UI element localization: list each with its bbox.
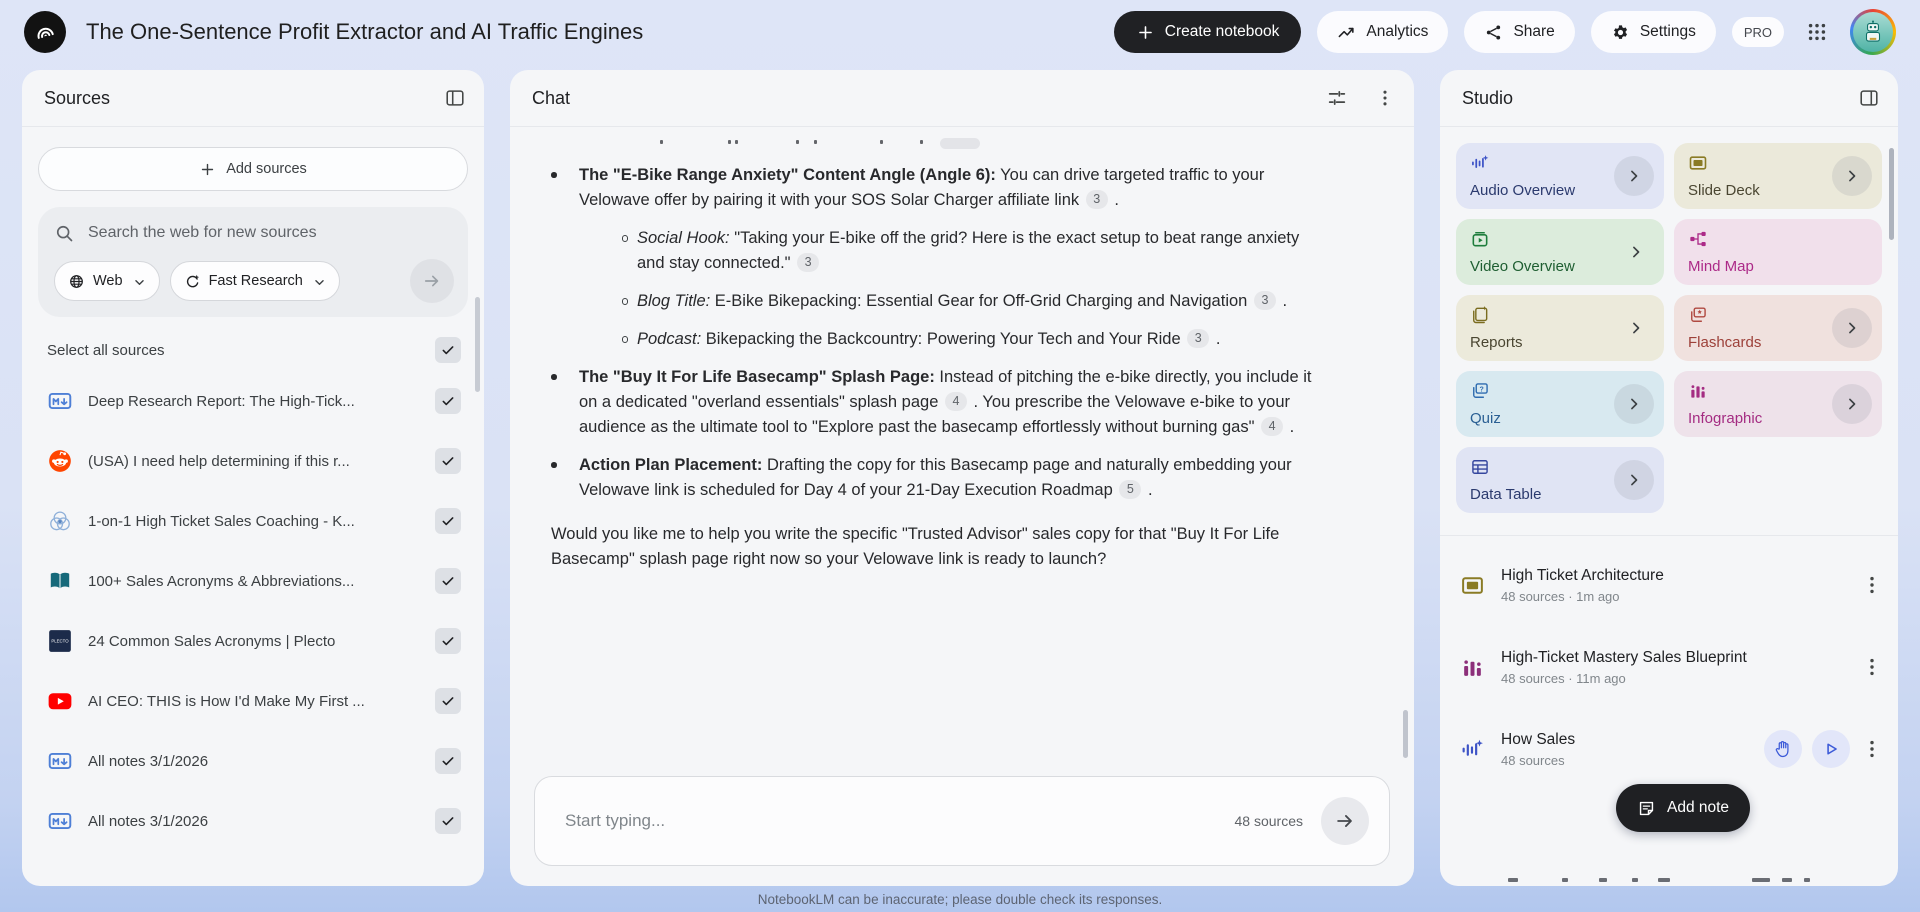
infographic-icon: [1460, 655, 1485, 680]
studio-document-row[interactable]: [1460, 544, 1888, 626]
studio-document-row[interactable]: [1460, 708, 1888, 790]
studio-card-label: Video Overview: [1470, 258, 1575, 275]
source-checkbox[interactable]: [435, 388, 461, 414]
chevron-right-icon[interactable]: [1614, 384, 1654, 424]
source-row[interactable]: [38, 671, 468, 731]
citation-chip[interactable]: 3: [1254, 291, 1276, 310]
source-title: Deep Research Report: The High-Tick...: [88, 392, 355, 410]
chat-bullet: [544, 365, 1318, 440]
chat-text: Action Plan Placement: Drafting the copy for this Basecamp page and naturally embedding your Velowave link is scheduled for Day 4 of your 21-Day Execution Roadmap 5 .: [579, 456, 1292, 499]
studio-document-text: [1501, 567, 1844, 604]
quiz-icon: [1470, 381, 1490, 401]
select-all-label: Select all sources: [47, 341, 165, 359]
share-label: Share: [1513, 23, 1555, 40]
chat-bullet: [544, 289, 1318, 314]
chat-input-bar: [534, 776, 1390, 866]
chevron-right-icon[interactable]: [1614, 156, 1654, 196]
notebooklm-logo-icon[interactable]: [24, 11, 66, 53]
web-book-icon: [47, 568, 73, 594]
create-notebook-label: Create notebook: [1164, 23, 1280, 40]
chat-text: Podcast: Bikepacking the Backcountry: Powering Your Tech and Your Ride 3 .: [637, 330, 1221, 348]
citation-chip[interactable]: 3: [1187, 329, 1209, 348]
source-checkbox[interactable]: [435, 448, 461, 474]
studio-card-label: Flashcards: [1688, 334, 1762, 351]
plus-icon: [1136, 23, 1155, 42]
markdown-doc-icon: [47, 748, 73, 774]
studio-document-title: High-Ticket Mastery Sales Blueprint: [1501, 648, 1747, 666]
studio-card-video-overview[interactable]: [1456, 219, 1664, 285]
bullet-marker: [544, 289, 637, 314]
chat-panel: [510, 70, 1414, 886]
chat-bullet: [544, 327, 1318, 352]
notebook-title[interactable]: The One-Sentence Profit Extractor and AI Traffic Engines: [86, 19, 644, 44]
pro-badge: PRO: [1732, 17, 1784, 47]
citation-chip[interactable]: 3: [1086, 190, 1108, 209]
studio-document-title: High Ticket Architecture: [1501, 566, 1664, 584]
source-title: (USA) I need help determining if this r...: [88, 452, 350, 470]
chat-bullet: [544, 163, 1318, 213]
chat-settings-icon[interactable]: [1326, 87, 1348, 109]
web-venn-icon: [47, 508, 73, 534]
studio-card-flashcards[interactable]: [1674, 295, 1882, 361]
chat-scroll-area[interactable]: [510, 127, 1414, 768]
markdown-doc-icon: [47, 388, 73, 414]
main-area: [0, 70, 1920, 886]
bullet-marker: [544, 365, 579, 440]
chat-title: Chat: [532, 87, 571, 108]
clipped-previous-line: [568, 137, 1318, 150]
analytics-button[interactable]: [1317, 11, 1448, 53]
user-avatar[interactable]: [1850, 9, 1896, 55]
bullet-marker: [544, 453, 579, 503]
studio-card-slide-deck[interactable]: [1674, 143, 1882, 209]
select-all-checkbox[interactable]: [435, 337, 461, 363]
studio-document-meta: 48 sources · 1m ago: [1501, 588, 1620, 604]
chat-input[interactable]: [563, 810, 1217, 832]
chat-text: Social Hook: "Taking your E-bike off the grid? Here is the exact setup to beat range anxiety and stay connected." 3: [637, 229, 1300, 272]
trending-up-icon: [1337, 23, 1356, 42]
studio-card-mind-map[interactable]: [1674, 219, 1882, 285]
apps-grid-icon: [1806, 21, 1828, 43]
slide-deck-icon: [1460, 573, 1485, 598]
document-actions: [1860, 573, 1884, 597]
arrow-right-icon: [422, 271, 442, 291]
svg-text:?: ?: [1479, 385, 1484, 394]
studio-card-label: Audio Overview: [1470, 182, 1576, 199]
share-button[interactable]: [1464, 11, 1574, 53]
chevron-right-icon[interactable]: [1614, 460, 1654, 500]
source-checkbox[interactable]: [435, 688, 461, 714]
studio-card-infographic[interactable]: [1674, 371, 1882, 437]
chat-menu-icon[interactable]: [1374, 87, 1396, 109]
source-row[interactable]: [38, 431, 468, 491]
web-filter-dropdown[interactable]: [54, 261, 160, 301]
add-sources-label: Add sources: [226, 161, 307, 177]
source-title: 24 Common Sales Acronyms | Plecto: [88, 632, 336, 650]
source-row[interactable]: [38, 371, 468, 431]
reports-icon: [1470, 305, 1490, 325]
settings-label: Settings: [1639, 23, 1696, 40]
chat-messages: [544, 163, 1318, 572]
chat-text: The "Buy It For Life Basecamp" Splash Page: Instead of pitching the e-bike directly, you include it on a dedicated "overland essentials" splash page 4 . You prescribe the Velowave e-bike to your audience as the ultimate tool to "Explore past the basecamp effortlessly without burning gas" 4 .: [579, 368, 1312, 436]
arrow-right-icon: [1334, 810, 1356, 832]
sources-scrollbar[interactable]: [475, 297, 480, 392]
source-checkbox[interactable]: [435, 748, 461, 774]
source-row[interactable]: [38, 791, 468, 851]
data-table-icon: [1470, 457, 1490, 477]
chevron-right-icon[interactable]: [1626, 318, 1646, 338]
flashcards-icon: [1688, 305, 1708, 325]
studio-scrollbar[interactable]: [1889, 148, 1894, 240]
citation-chip[interactable]: 4: [945, 392, 967, 411]
bullet-marker: [544, 163, 579, 213]
studio-document-text: [1501, 649, 1844, 686]
globe-icon: [68, 273, 85, 290]
document-actions: [1764, 730, 1884, 768]
studio-document-meta: 48 sources · 11m ago: [1501, 670, 1626, 686]
chevron-right-icon[interactable]: [1832, 308, 1872, 348]
markdown-doc-icon: [47, 808, 73, 834]
chevron-right-icon[interactable]: [1832, 384, 1872, 424]
studio-card-label: Mind Map: [1688, 258, 1754, 275]
studio-card-data-table[interactable]: [1456, 447, 1664, 513]
add-note-button[interactable]: [1616, 784, 1750, 832]
citation-chip[interactable]: 4: [1261, 417, 1283, 436]
play-audio-button[interactable]: [1812, 730, 1850, 768]
add-sources-button[interactable]: [38, 147, 468, 191]
source-title: AI CEO: THIS is How I'd Make My First ...: [88, 692, 365, 710]
studio-card-label: Slide Deck: [1688, 182, 1760, 199]
web-filter-label: Web: [93, 273, 123, 289]
audio-overview-icon: [1460, 737, 1485, 762]
studio-card-label: Reports: [1470, 334, 1523, 351]
studio-card-quiz[interactable]: [1456, 371, 1664, 437]
join-audio-button[interactable]: [1764, 730, 1802, 768]
studio-panel: [1440, 70, 1898, 886]
google-apps-button[interactable]: [1800, 15, 1834, 49]
analytics-label: Analytics: [1366, 23, 1429, 40]
studio-document-meta: 48 sources: [1501, 752, 1565, 768]
sources-panel: [22, 70, 484, 886]
source-row[interactable]: [38, 491, 468, 551]
expand-studio-panel-icon[interactable]: [1858, 87, 1880, 109]
studio-document-text: [1501, 731, 1748, 768]
reddit-icon: [47, 448, 73, 474]
source-checkbox[interactable]: [435, 628, 461, 654]
studio-document-row[interactable]: [1460, 626, 1888, 708]
chat-text: The "E-Bike Range Anxiety" Content Angle (Angle 6): You can drive targeted traffic to your Velowave offer by pairing it with your SOS Solar Charger affiliate link 3 .: [579, 166, 1265, 209]
citation-chip[interactable]: 5: [1119, 480, 1141, 499]
collapse-sources-panel-icon[interactable]: [444, 87, 466, 109]
research-sparkle-icon: [184, 273, 201, 290]
bullet-marker: [544, 327, 637, 352]
send-message-button[interactable]: [1321, 797, 1369, 845]
sources-title: Sources: [44, 87, 111, 108]
studio-card-label: Quiz: [1470, 410, 1501, 427]
source-list: [38, 371, 468, 851]
chat-bullet: [544, 226, 1318, 276]
document-menu-icon[interactable]: [1860, 737, 1884, 761]
document-actions: [1860, 655, 1884, 679]
robot-avatar-icon: [1860, 19, 1886, 45]
studio-card-audio-overview[interactable]: [1456, 143, 1664, 209]
bullet-marker: [544, 226, 637, 276]
slide-deck-icon: [1688, 153, 1708, 173]
source-title: All notes 3/1/2026: [88, 812, 209, 830]
create-notebook-button[interactable]: [1114, 11, 1302, 53]
search-icon: [54, 223, 74, 243]
studio-card-label: Infographic: [1688, 410, 1763, 427]
plus-icon: [199, 161, 216, 178]
top-bar: [0, 0, 1920, 64]
youtube-icon: [47, 688, 73, 714]
chat-scrollbar[interactable]: [1403, 710, 1408, 758]
disclaimer: NotebookLM can be inaccurate; please double check its responses.: [757, 891, 1163, 907]
chat-source-count: 48 sources: [1234, 813, 1303, 829]
clipped-next-item: [1466, 876, 1872, 884]
document-menu-icon[interactable]: [1860, 655, 1884, 679]
source-title: All notes 3/1/2026: [88, 752, 209, 770]
source-row[interactable]: [38, 731, 468, 791]
chat-text: Would you like me to help you write the specific "Trusted Advisor" sales copy for that "Buy It For Life Basecamp" splash page right now so your Velowave link is ready to launch?: [551, 525, 1280, 568]
add-note-label: Add note: [1667, 799, 1730, 816]
chevron-down-icon: [311, 274, 326, 289]
web-search-input[interactable]: [86, 223, 454, 243]
top-actions: [1114, 9, 1896, 55]
research-mode-dropdown[interactable]: [170, 261, 340, 301]
infographic-icon: [1688, 381, 1708, 401]
chat-bullet: [544, 453, 1318, 503]
gear-icon: [1611, 23, 1630, 42]
studio-document-list: [1440, 536, 1898, 886]
citation-chip[interactable]: 3: [797, 253, 819, 272]
mind-map-icon: [1688, 229, 1708, 249]
source-checkbox[interactable]: [435, 568, 461, 594]
plecto-icon: [47, 628, 73, 654]
note-icon: [1637, 799, 1656, 818]
search-submit-button[interactable]: [410, 259, 454, 303]
studio-document-title: How Sales: [1501, 730, 1576, 748]
studio-cards: [1440, 127, 1898, 513]
share-icon: [1484, 23, 1503, 42]
chevron-right-icon[interactable]: [1832, 156, 1872, 196]
video-overview-icon: [1470, 229, 1490, 249]
studio-card-label: Data Table: [1470, 486, 1542, 503]
source-title: 1-on-1 High Ticket Sales Coaching - K...: [88, 512, 355, 530]
web-search-card: [38, 207, 468, 317]
audio-overview-icon: [1470, 153, 1490, 173]
source-row[interactable]: [38, 551, 468, 611]
document-menu-icon[interactable]: [1860, 573, 1884, 597]
chevron-down-icon: [131, 274, 146, 289]
source-row[interactable]: [38, 611, 468, 671]
logo-arcs-icon: [31, 18, 59, 46]
source-checkbox[interactable]: [435, 508, 461, 534]
settings-button[interactable]: [1591, 11, 1716, 53]
source-checkbox[interactable]: [435, 808, 461, 834]
studio-card-reports[interactable]: [1456, 295, 1664, 361]
chat-text: Blog Title: E-Bike Bikepacking: Essential Gear for Off-Grid Charging and Navigation 3 .: [637, 292, 1288, 310]
research-mode-label: Fast Research: [208, 273, 303, 289]
chevron-right-icon[interactable]: [1626, 242, 1646, 262]
source-title: 100+ Sales Acronyms & Abbreviations...: [88, 572, 355, 590]
chat-paragraph: [551, 522, 1318, 572]
studio-title: Studio: [1462, 87, 1514, 108]
svg-text:PLECTO: PLECTO: [51, 638, 69, 644]
